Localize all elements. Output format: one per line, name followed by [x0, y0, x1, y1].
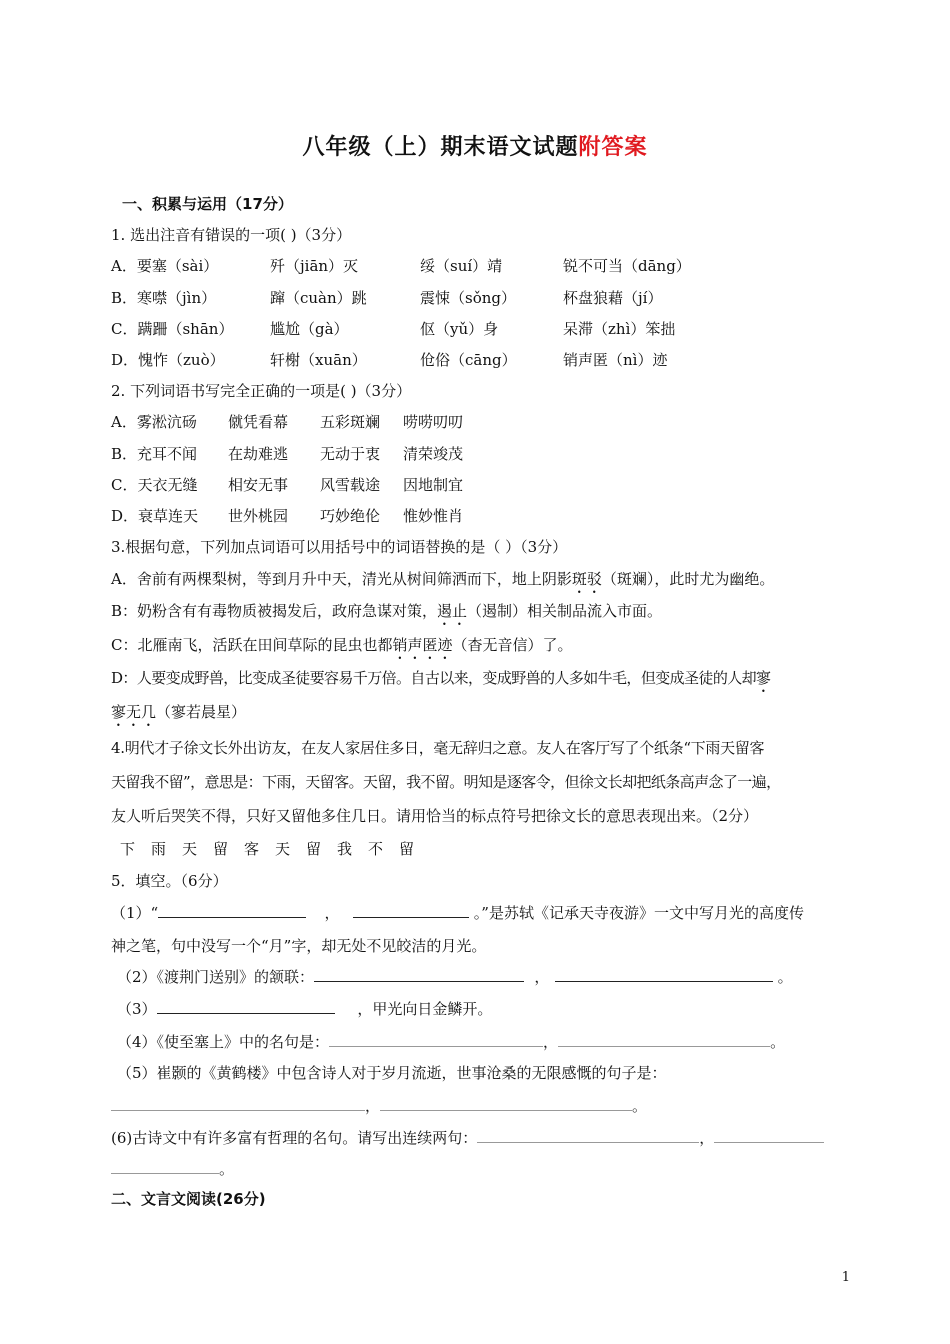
q3-stem: 3.根据句意，下列加点词语可以用括号中的词语替换的是（ ）（3分）: [111, 538, 568, 556]
q1-option-2-2: 伛（yǔ）身: [420, 320, 499, 338]
q3-d-replace: （寥若晨星）: [156, 703, 247, 721]
q1-option-1-0: B．寒噤（jìn）: [111, 289, 217, 307]
q3-b-replace: （遏制）相关制品流入市面。: [467, 602, 663, 620]
q3-option-c: [111, 635, 573, 663]
q3-option-d-line2: [111, 702, 246, 730]
q5-p1-close: 。”是苏轼《记承天寺夜游》一文中写月光的高度传: [473, 904, 804, 922]
page-number: 1: [841, 1270, 850, 1285]
q5-part5: （5）崔颢的《黄鹤楼》中包含诗人对于岁月流逝，世事沧桑的无限感慨的句子是：: [117, 1064, 667, 1082]
q5-p5-end: 。: [632, 1097, 648, 1115]
q3-a-text: A．舍前有两棵梨树，等到月升中天，清光从树间筛洒而下，地上阴影: [111, 570, 572, 588]
q2-option-3-1: 世外桃园: [228, 507, 289, 525]
q2-option-2-3: 因地制宜: [403, 476, 464, 494]
q4-char: 天: [182, 840, 198, 858]
q1-stem: 1. 选出注音有错误的一项( )（3分）: [111, 226, 352, 244]
q5-part4: [117, 1032, 785, 1052]
q4-char: 天: [275, 840, 291, 858]
q2-option-0-0: A．雾淞沆砀: [111, 413, 197, 431]
q5-p5-comma: ，: [365, 1097, 381, 1115]
q2-option-0-3: 唠唠叨叨: [403, 413, 464, 431]
q5-p2-end: 。: [777, 968, 793, 986]
q1-option-3-3: 销声匿（nì）迹: [563, 351, 668, 369]
q3-c-dotted: 销声匿迹: [392, 636, 453, 654]
q3-option-a: [111, 569, 774, 597]
q2-option-2-2: 风雪载途: [320, 476, 381, 494]
q3-d-text: D：人要变成野兽，比变成圣徒要容易千万倍。自古以来，变成野兽的人多如牛毛，但变成圣徒的人却: [111, 669, 757, 687]
q4-char: 客: [244, 840, 260, 858]
q5-p4-text: （4）《使至塞上》中的名句是：: [117, 1033, 330, 1051]
q3-option-d-line1: [111, 668, 770, 696]
q5-part1: [111, 903, 804, 923]
q2-option-2-0: C．天衣无缝: [111, 476, 198, 494]
q5-stem: 5．填空。（6分）: [111, 872, 228, 890]
q4-char: 留: [399, 840, 415, 858]
q4-char: 下: [120, 840, 136, 858]
q1-option-3-1: 轩榭（xuān）: [270, 351, 367, 369]
section2-heading: 二、文言文阅读(26分): [111, 1190, 266, 1208]
q5-part6-line2: [111, 1159, 234, 1179]
q1-option-3-0: D．愧怍（zuò）: [111, 351, 225, 369]
q2-option-0-1: 僦凭看幕: [228, 413, 289, 431]
q2-option-3-2: 巧妙绝伦: [320, 507, 381, 525]
q5-p5-blank-1[interactable]: [111, 1096, 365, 1111]
q3-b-text: B：奶粉含有有毒物质被揭发后，政府急谋对策，: [111, 602, 438, 620]
q2-option-1-3: 清荣竣茂: [403, 445, 464, 463]
q5-p2-comma: ，: [534, 968, 550, 986]
q3-c-text: C：北雁南飞，活跃在田间草际的昆虫也都: [111, 636, 393, 654]
page-title: [0, 130, 950, 161]
q4-char: 雨: [151, 840, 167, 858]
q3-b-dotted: 遏止: [437, 602, 468, 620]
q5-p6-text: (6)古诗文中有许多富有哲理的名句。请写出连续两句：: [111, 1129, 478, 1147]
q5-p4-end: 。: [770, 1033, 786, 1051]
q5-p2-blank-2[interactable]: [555, 967, 773, 982]
q5-p3-end: ，甲光向日金鳞开。: [357, 1000, 493, 1018]
q5-p5-blank-2[interactable]: [380, 1096, 632, 1111]
q1-option-1-1: 蹿（cuàn）跳: [270, 289, 367, 307]
title-highlight: 附答案: [578, 135, 648, 160]
q5-part3: [117, 999, 492, 1019]
q1-option-2-3: 呆滞（zhì）笨拙: [563, 320, 676, 338]
q4-line2: 天留我不留”，意思是：下雨，天留客。天留，我不留。明知是逐客令，但徐文长却把纸条高声念了一遍，: [111, 773, 781, 791]
q5-p6-end: 。: [219, 1160, 235, 1178]
q5-p6-comma: ，: [699, 1129, 715, 1147]
q2-option-3-0: D．衰草连天: [111, 507, 199, 525]
q1-option-0-3: 锐不可当（dāng）: [563, 257, 691, 275]
q5-p3-blank[interactable]: [157, 999, 335, 1014]
title-main: 八年级（上）期末语文试题: [302, 135, 579, 160]
q2-option-0-2: 五彩斑斓: [320, 413, 381, 431]
q5-part6: [111, 1128, 824, 1148]
q4-line3: 友人听后哭笑不得，只好又留他多住几日。请用恰当的标点符号把徐文长的意思表现出来。（2分）: [111, 807, 759, 825]
q5-part1-line2: 神之笔，句中没写一个“月”字，却无处不见皎洁的月光。: [111, 937, 487, 955]
q3-a-dotted: 斑驳: [571, 570, 602, 588]
q5-p1-blank-2[interactable]: [353, 903, 469, 918]
q3-a-replace: （斑斓），此时尤为幽绝。: [601, 570, 775, 588]
q5-p4-blank-2[interactable]: [558, 1032, 770, 1047]
q2-option-1-0: B．充耳不闻: [111, 445, 198, 463]
q4-sentence: [120, 839, 430, 859]
section1-heading: 一、积累与运用（17分）: [122, 195, 293, 213]
q5-p1-blank-1[interactable]: [158, 903, 306, 918]
q1-option-0-0: A．要塞（sài）: [111, 257, 219, 275]
q2-option-2-1: 相安无事: [228, 476, 289, 494]
q5-p6-blank-1[interactable]: [477, 1128, 699, 1143]
q2-option-3-3: 惟妙惟肖: [403, 507, 464, 525]
q5-p2-text: （2）《渡荆门送别》的颔联：: [117, 968, 315, 986]
q5-p6-blank-2a[interactable]: [714, 1128, 824, 1143]
q1-option-0-1: 歼（jiān）灭: [270, 257, 359, 275]
q5-part5-answer: [111, 1096, 647, 1116]
q1-option-0-2: 绥（suí）靖: [420, 257, 503, 275]
q1-option-3-2: 伧俗（cāng）: [420, 351, 517, 369]
q1-option-2-0: C．蹒跚（shān）: [111, 320, 234, 338]
q4-char: 留: [213, 840, 229, 858]
q1-option-1-2: 震悚（sǒng）: [420, 289, 516, 307]
q5-p1-comma: ，: [324, 904, 340, 922]
q3-d-dotted-1: 寥: [756, 669, 771, 687]
q1-option-2-1: 尴尬（gà）: [270, 320, 349, 338]
q5-p4-blank-1[interactable]: [329, 1032, 543, 1047]
q5-part2: [117, 967, 793, 987]
q5-p3-text: （3）: [117, 1000, 157, 1018]
q1-option-1-3: 杯盘狼藉（jí）: [563, 289, 663, 307]
q4-char: 留: [306, 840, 322, 858]
q3-d-dotted-2: 寥无几: [111, 703, 157, 721]
q4-char: 我: [337, 840, 353, 858]
q4-line1: 4.明代才子徐文长外出访友，在友人家居住多日，毫无辞归之意。友人在客厅写了个纸条“下雨天留客: [111, 739, 765, 757]
q3-option-b: [111, 601, 662, 629]
q5-p1-open: （1）“: [111, 904, 159, 922]
q5-p4-comma: ，: [543, 1033, 559, 1051]
q5-p6-blank-2b[interactable]: [111, 1159, 219, 1174]
q2-stem: 2. 下列词语书写完全正确的一项是( )（3分）: [111, 382, 412, 400]
q3-c-replace: （杳无音信）了。: [452, 636, 573, 654]
q2-option-1-1: 在劫难逃: [228, 445, 289, 463]
q5-p2-blank-1[interactable]: [314, 967, 524, 982]
q4-char: 不: [368, 840, 384, 858]
q2-option-1-2: 无动于衷: [320, 445, 381, 463]
